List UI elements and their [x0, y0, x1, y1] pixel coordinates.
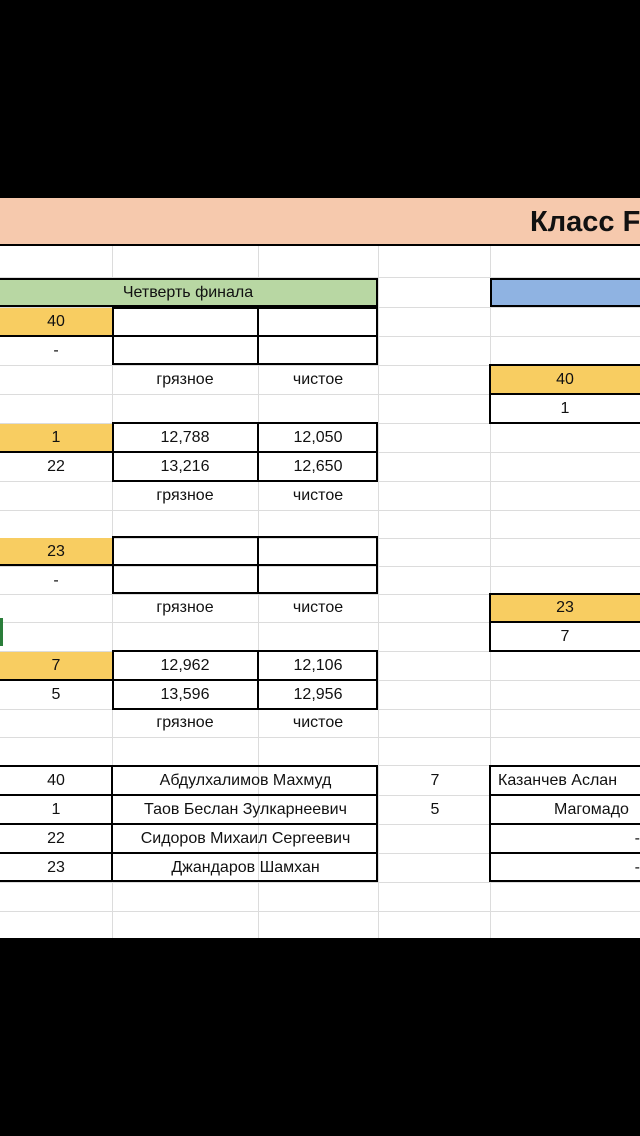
clean-label: чистое: [292, 370, 344, 388]
semifinal-seed-cell[interactable]: 40: [490, 365, 640, 394]
clean-label: чистое: [292, 714, 344, 731]
seed-cell[interactable]: 5: [51, 686, 61, 703]
clean-label: чистое: [292, 486, 344, 504]
dirty-label: грязное: [156, 714, 214, 731]
participant-name[interactable]: Магомадо: [554, 800, 629, 818]
participant-name[interactable]: -: [634, 829, 640, 847]
dirty-label: грязное: [156, 486, 214, 504]
seed-cell[interactable]: 22: [47, 458, 65, 475]
clean-time[interactable]: 12,650: [293, 458, 343, 475]
participant-name[interactable]: -: [634, 858, 640, 876]
participant-name[interactable]: Сидоров Михаил Сергеевич: [140, 829, 351, 847]
participant-number[interactable]: 5: [430, 800, 440, 818]
seed-cell[interactable]: -: [53, 571, 59, 589]
participant-name[interactable]: Таов Беслан Зулкарнеевич: [144, 800, 347, 818]
seed-cell[interactable]: 23: [0, 538, 112, 566]
title-band: [0, 198, 640, 246]
dirty-label: грязное: [156, 370, 214, 388]
seed-cell[interactable]: 7: [0, 652, 112, 680]
clean-time[interactable]: 12,956: [293, 686, 343, 703]
semifinal-seed-cell[interactable]: 1: [560, 399, 570, 417]
participant-number[interactable]: 23: [47, 858, 65, 876]
participant-name[interactable]: Казанчев Аслан: [498, 771, 618, 789]
participant-number[interactable]: 1: [51, 800, 61, 818]
clean-label: чистое: [292, 599, 344, 616]
dirty-time[interactable]: 12,788: [160, 429, 210, 446]
semifinal-seed-cell[interactable]: 23: [490, 594, 640, 622]
participant-name[interactable]: Абдулхалимов Махмуд: [159, 771, 332, 789]
dirty-label: грязное: [156, 599, 214, 616]
semifinal-seed-cell[interactable]: 7: [560, 627, 570, 645]
spreadsheet: [0, 198, 640, 938]
dirty-time[interactable]: 12,962: [160, 657, 210, 674]
participant-number[interactable]: 22: [47, 829, 65, 847]
participant-number[interactable]: 7: [430, 771, 440, 789]
dirty-time[interactable]: 13,216: [160, 458, 210, 475]
sheet-title: Класс F: [530, 205, 640, 238]
selection-edge-marker: [0, 618, 3, 646]
dirty-time[interactable]: 13,596: [160, 686, 210, 703]
semifinal-header-cell[interactable]: [490, 278, 640, 307]
clean-time[interactable]: 12,106: [293, 657, 343, 674]
participant-number[interactable]: 40: [47, 771, 65, 789]
seed-cell[interactable]: -: [53, 342, 59, 359]
participant-name[interactable]: Джандаров Шамхан: [171, 858, 320, 876]
quarter-final-header[interactable]: Четверть финала: [0, 278, 378, 307]
seed-cell[interactable]: 40: [0, 308, 112, 336]
clean-time[interactable]: 12,050: [293, 429, 343, 446]
seed-cell[interactable]: 1: [0, 424, 112, 452]
